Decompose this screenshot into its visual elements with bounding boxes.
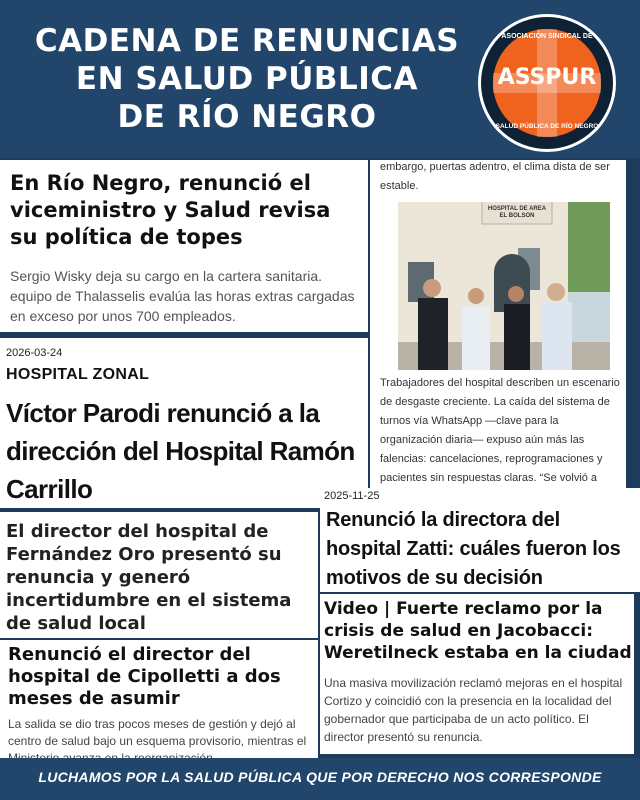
footer-slogan: LUCHAMOS POR LA SALUD PÚBLICA QUE POR DERECHO NOS CORRESPONDE (38, 769, 602, 785)
article-title[interactable]: Video | Fuerte reclamo por la crisis de salud en Jacobacci: Weretilneck estaba en la ciudad (324, 599, 632, 663)
article-section: HOSPITAL ZONAL (6, 366, 150, 383)
hospital-photo (398, 202, 610, 370)
article-summary: La salida se dio tras pocos meses de gestión y dejó al centro de salud bajo un esquema provisorio, mientras el (8, 717, 307, 748)
article-body-bottom: Trabajadores del hospital describen un escenario de desgaste creciente. La caída del sistema de turnos vía WhatsApp —clave para la organización diaria— expuso aún más las falencias: cancelaciones, reprogramaciones y pacientes sin respuestas claras. “Se volvió a (380, 377, 620, 484)
article-card-jacobacci[interactable] (320, 594, 634, 754)
article-summary: Sergio Wisky deja su cargo en la cartera sanitaria. equipo de Thalasselis evalúa las horas extras cargadas en exceso por unos 700 empleados. (10, 268, 355, 324)
article-title[interactable]: El director del hospital de Fernández Oro presentó su renuncia y generó incertidumbre en el sistema de salud local (6, 521, 292, 634)
title-line-2: EN SALUD PÚBLICA (75, 61, 419, 97)
article-card-fernandez-oro[interactable] (0, 512, 318, 638)
page-title (14, 22, 480, 136)
article-title[interactable]: En Río Negro, renunció el viceministro y Salud revisa su política de topes (10, 171, 331, 249)
article-title[interactable]: Renunció el director del hospital de Cipolletti a dos meses de asumir (8, 644, 281, 709)
footer-banner (0, 758, 640, 800)
photo-sign-text: HOSPITAL DE AREA EL BOLSON (487, 206, 547, 219)
article-card-el-bolson[interactable] (370, 160, 626, 490)
article-card-cipolletti[interactable] (0, 640, 318, 758)
header-banner (0, 0, 640, 158)
photo-illustration (398, 202, 610, 370)
logo-top-text: ASOCIACIÓN SINDICAL DE (501, 33, 593, 40)
logo-bottom-text: SALUD PÚBLICA DE RÍO NEGRO (495, 123, 599, 130)
article-card-viceministro[interactable] (0, 160, 368, 332)
logo-name: ASSPUR (497, 65, 597, 90)
article-card-zatti[interactable] (320, 488, 640, 592)
article-body-top: embargo, puertas adentro, el clima dista de ser estable. (380, 161, 610, 192)
asspur-logo (478, 14, 616, 152)
title-line-3: DE RÍO NEGRO (117, 99, 377, 135)
article-date: 2025-11-25 (324, 490, 380, 502)
article-date: 2026-03-24 (6, 347, 63, 359)
article-title[interactable]: Renunció la directora del hospital Zatti: cuáles fueron los motivos de su decisión (326, 509, 621, 589)
article-title[interactable]: Víctor Parodi renunció a la dirección del Hospital Ramón Carrillo (6, 398, 355, 504)
title-line-1: CADENA DE RENUNCIAS (34, 23, 460, 59)
article-summary: Una masiva movilización reclamó mejoras en el hospital Cortizo y coincidió con la presencia en la localidad del gobernador que participaba de un acto político. El director presentó su renuncia. (324, 676, 623, 744)
article-card-parodi[interactable] (0, 338, 368, 508)
